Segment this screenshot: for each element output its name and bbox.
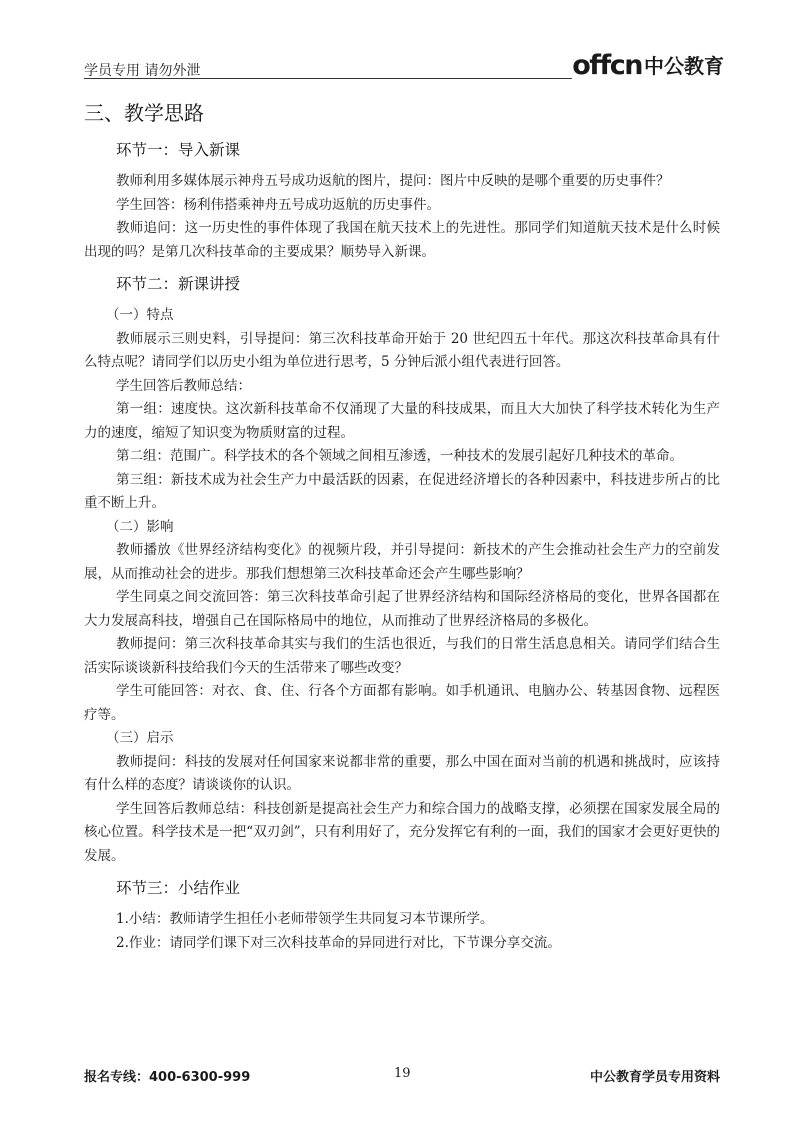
paragraph: 1.小结：教师请学生担任小老师带领学生共同复习本节课所学。 bbox=[116, 911, 494, 927]
section1-heading: 环节一：导入新课 bbox=[116, 141, 241, 159]
paragraph: 学生可能回答：对衣、食、住、行各个方面都有影响。如手机通讯、电脑办公、转基因食物、远程医疗等。 bbox=[84, 683, 720, 723]
logo-english: offcn bbox=[572, 50, 642, 81]
paragraph: 学生回答后教师总结：科技创新是提高社会生产力和综合国力的战略支撑，必须摆在国家发展全局的核心位置。科学技术是一把“双刃剑”，只有利用好了，充分发挥它有利的一面，我们的国家才会更好更快的发展。 bbox=[84, 800, 720, 864]
paragraph: 2.作业：请同学们课下对三次科技革命的异同进行对比，下节课分享交流。 bbox=[116, 934, 561, 951]
paragraph: 第二组：范围广。科学技术的各个领域之间相互渗透，一种技术的发展引起好几种技术的革命。 bbox=[116, 448, 683, 464]
paragraph: 学生回答：杨利伟搭乘神舟五号成功返航的历史事件。 bbox=[116, 196, 440, 213]
paragraph: 第三组：新技术成为社会生产力中最活跃的因素，在促进经济增长的各种因素中，科技进步所占的比重不断上升。 bbox=[84, 471, 720, 511]
paragraph: 教师提问：科技的发展对任何国家来说都非常的重要，那么中国在面对当前的机遇和挑战时，应该持有什么样的态度？请谈谈你的认识。 bbox=[84, 753, 720, 793]
paragraph: 教师利用多媒体展示神舟五号成功返航的图片，提问：图片中反映的是哪个重要的历史事件？ bbox=[116, 173, 670, 189]
page-header bbox=[84, 52, 724, 82]
logo-chinese: 中公教育 bbox=[644, 54, 724, 78]
subheading-impact: （二）影响 bbox=[106, 518, 174, 535]
paragraph: 学生回答后教师总结： bbox=[116, 377, 251, 394]
footer-label: 中公教育学员专用资料 bbox=[589, 1070, 720, 1085]
document-body bbox=[84, 96, 720, 955]
page-number: 19 bbox=[394, 1066, 411, 1081]
section2-heading: 环节二：新课讲授 bbox=[116, 275, 241, 293]
subheading-features: （一）特点 bbox=[106, 307, 174, 323]
paragraph: 教师播放《世界经济结构变化》的视频片段，并引导提问：新技术的产生会推动社会生产力的空前发展，从而推动社会的进步。那我们想想第三次科技革命还会产生哪些影响？ bbox=[84, 542, 720, 582]
footer-hotline: 报名专线：400-6300-999 bbox=[84, 1070, 251, 1085]
page-footer bbox=[84, 1066, 720, 1086]
header-notice: 学员专用 请勿外泄 bbox=[84, 63, 201, 79]
paragraph: 教师追问：这一历史性的事件体现了我国在航天技术上的先进性。那同学们知道航天技术是什么时候出现的吗？是第几次科技革命的主要成果？顺势导入新课。 bbox=[84, 220, 720, 260]
section3-heading: 环节三：小结作业 bbox=[116, 879, 241, 897]
page-title: 三、教学思路 bbox=[84, 101, 204, 125]
paragraph: 教师展示三则史料，引导提问：第三次科技革命开始于 20 世纪四五十年代。那这次科技革命具有什么特点呢？请同学们以历史小组为单位进行思考，5 分钟后派小组代表进行回答。 bbox=[84, 330, 720, 370]
offcn-logo bbox=[572, 52, 724, 80]
subheading-enlightenment: （三）启示 bbox=[106, 730, 174, 746]
paragraph: 教师提问：第三次科技革命其实与我们的生活也很近，与我们的日常生活息息相关。请同学们结合生活实际谈谈新科技给我们今天的生活带来了哪些改变？ bbox=[84, 636, 720, 676]
paragraph: 学生同桌之间交流回答：第三次科技革命引起了世界经济结构和国际经济格局的变化，世界各国都在大力发展高科技，增强自己在国际格局中的地位，从而推动了世界经济格局的多极化。 bbox=[84, 589, 720, 629]
header-rule bbox=[84, 78, 572, 79]
paragraph: 第一组：速度快。这次新科技革命不仅涌现了大量的科技成果，而且大大加快了科学技术转化为生产力的速度，缩短了知识变为物质财富的过程。 bbox=[84, 401, 720, 441]
